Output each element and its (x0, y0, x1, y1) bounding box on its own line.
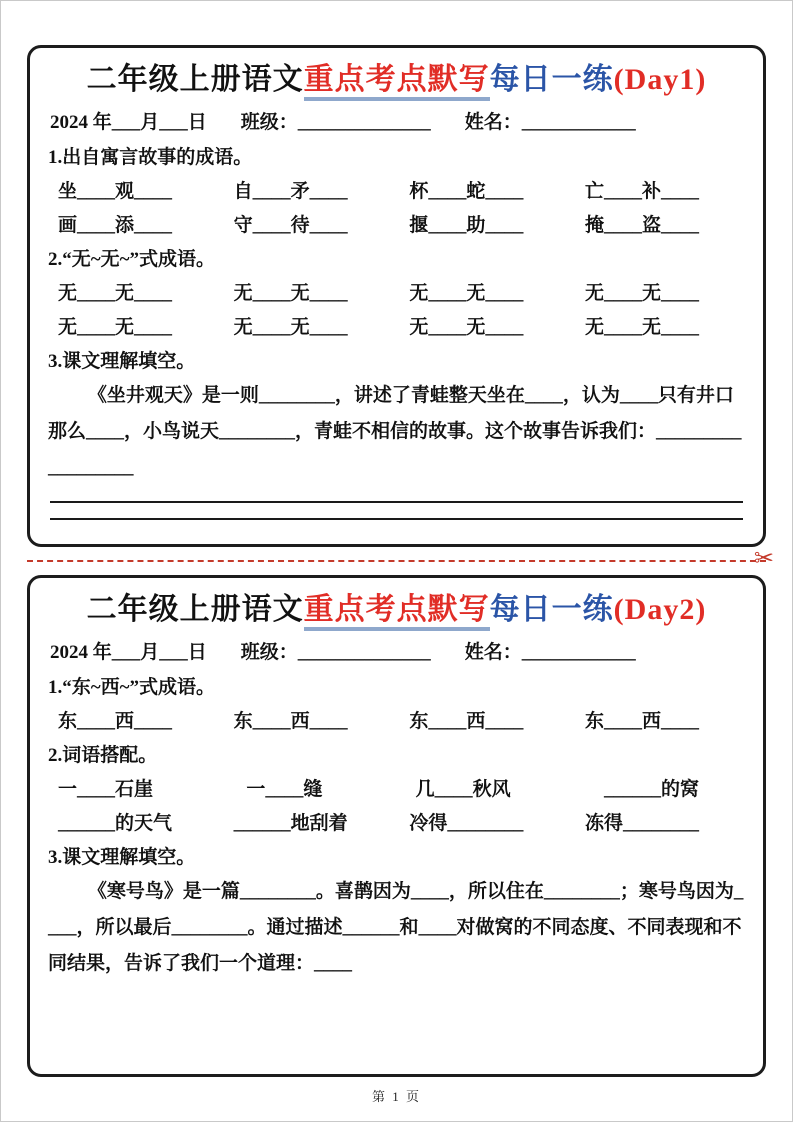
title-day-tag: (Day1) (613, 63, 707, 96)
idiom-row (48, 210, 745, 237)
day2-comprehension-paragraph: 《寒号鸟》是一篇________。喜鹊因为____，所以住在________；寒号鸟因为____，所以最后________。通过描述______和____对做窝的不同态度、不同表现和不同结果，告诉了我们一个道理：____ (48, 881, 744, 975)
name-field: 姓名：____________ (464, 112, 636, 133)
idiom-blank: 无____无____ (584, 283, 699, 304)
day2-section3-heading: 3.课文理解填空。 (48, 847, 196, 868)
word-match-blank: 冷得________ (409, 813, 524, 834)
day2-panel (27, 575, 766, 1077)
idiom-blank: 无____无____ (233, 317, 348, 338)
idiom-blank: 坐____观____ (58, 181, 173, 202)
day1-section2-heading: 2.“无~无~”式成语。 (48, 249, 216, 270)
title-highlight: 重点考点默写 (304, 593, 490, 631)
word-match-blank: 一____石崖 (58, 779, 154, 800)
idiom-blank: 东____西____ (409, 711, 524, 732)
day1-comprehension-paragraph: 《坐井观天》是一则________，讲述了青蛙整天坐在____，认为____只有井口那么____，小鸟说天________，青蛙不相信的故事。这个故事告诉我们：__________________ (48, 385, 742, 479)
scissors-icon: ✂ (753, 546, 774, 572)
day2-title (48, 590, 745, 629)
day2-section2-heading: 2.词语搭配。 (48, 745, 158, 766)
date-field: 2024 年___月___日 (50, 642, 207, 663)
idiom-blank: 东____西____ (584, 711, 699, 732)
title-suffix: 每日一练 (489, 63, 614, 96)
idiom-blank: 守____待____ (233, 215, 348, 236)
class-field: 班级：______________ (240, 642, 431, 663)
day1-panel (27, 45, 766, 547)
word-match-blank: ______地刮着 (233, 813, 348, 834)
title-prefix: 二年级上册语文 (86, 63, 304, 96)
idiom-blank: 无____无____ (409, 283, 524, 304)
cut-line (27, 546, 774, 572)
idiom-blank: 无____无____ (58, 283, 173, 304)
idiom-row (48, 312, 745, 339)
date-field: 2024 年___月___日 (50, 112, 207, 133)
title-suffix: 每日一练 (489, 593, 614, 626)
day1-section1-heading: 1.出自寓言故事的成语。 (48, 147, 253, 168)
idiom-blank: 揠____助____ (409, 215, 524, 236)
title-highlight: 重点考点默写 (304, 63, 490, 101)
idiom-blank: 无____无____ (584, 317, 699, 338)
class-field: 班级：______________ (240, 112, 431, 133)
idiom-blank: 掩____盗____ (584, 215, 699, 236)
word-match-blank: ______的窝 (603, 779, 699, 800)
day2-section1-heading: 1.“东~西~”式成语。 (48, 677, 216, 698)
title-day-tag: (Day2) (613, 593, 707, 626)
title-prefix: 二年级上册语文 (86, 593, 304, 626)
idiom-blank: 东____西____ (233, 711, 348, 732)
page-footer: 第 1 页 (371, 1089, 421, 1104)
idiom-blank: 无____无____ (233, 283, 348, 304)
word-match-blank: ______的天气 (58, 813, 173, 834)
word-match-blank: 几____秋风 (415, 779, 511, 800)
day1-date-line (50, 107, 745, 134)
word-match-blank: 冻得________ (584, 813, 699, 834)
idiom-blank: 自____矛____ (233, 181, 348, 202)
name-field: 姓名：____________ (464, 642, 636, 663)
word-match-row (48, 808, 745, 835)
idiom-row (48, 706, 745, 733)
idiom-row (48, 278, 745, 305)
answer-line (50, 486, 743, 503)
day1-section3-heading: 3.课文理解填空。 (48, 351, 196, 372)
answer-line (50, 503, 743, 520)
word-match-row (48, 774, 745, 801)
word-match-blank: 一____缝 (246, 779, 323, 800)
idiom-row (48, 176, 745, 203)
day1-title (48, 60, 745, 99)
idiom-blank: 无____无____ (58, 317, 173, 338)
idiom-blank: 东____西____ (58, 711, 173, 732)
day2-date-line (50, 637, 745, 664)
idiom-blank: 无____无____ (409, 317, 524, 338)
idiom-blank: 亡____补____ (584, 181, 699, 202)
idiom-blank: 杯____蛇____ (409, 181, 524, 202)
idiom-blank: 画____添____ (58, 215, 173, 236)
